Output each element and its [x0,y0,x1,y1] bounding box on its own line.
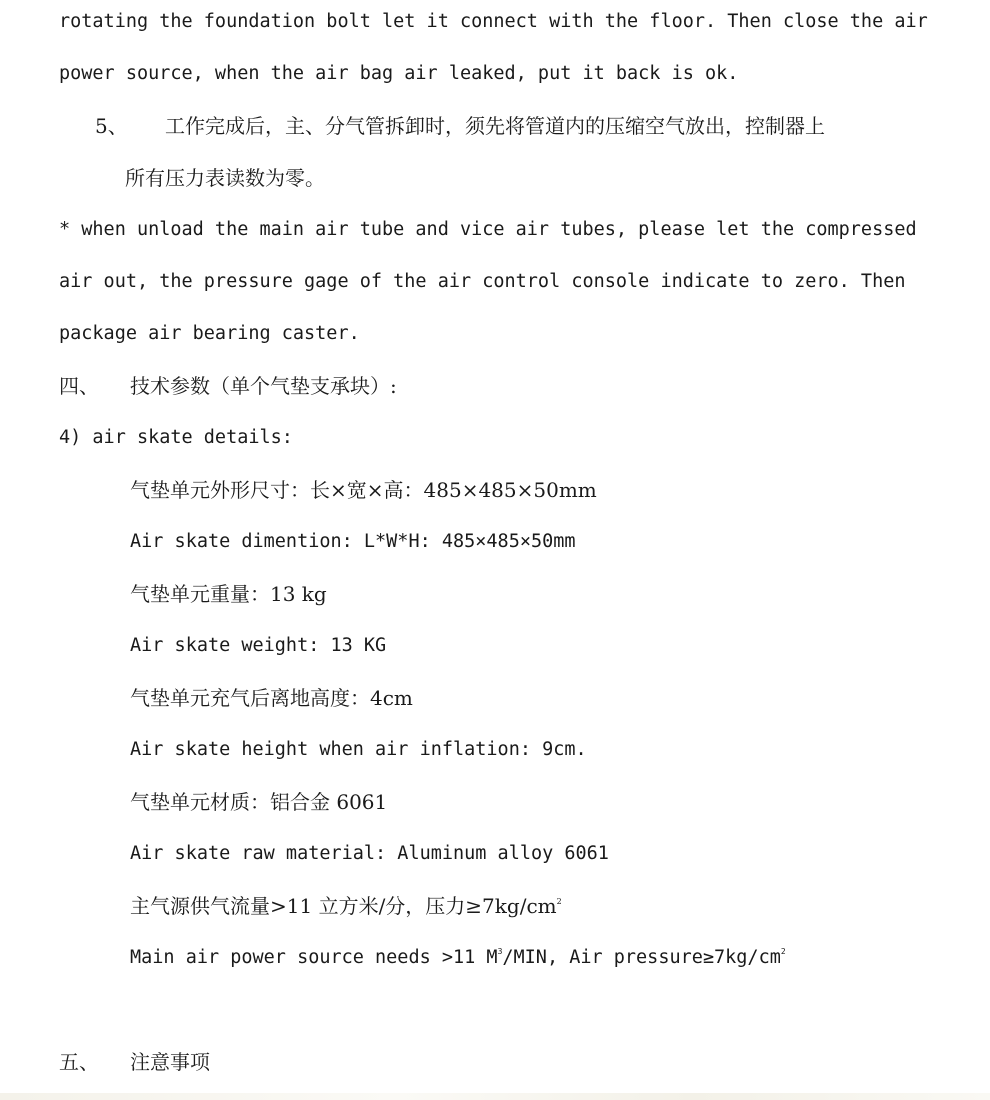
text-line-1: rotating the foundation bolt let it connect with the floor. Then close the air [59,11,928,32]
superscript: 2 [780,947,786,956]
page-bottom-strip [0,1093,990,1100]
spec-air-source-cn [130,896,562,916]
spec-material-en: Air skate raw material: Aluminum alloy 6061 [130,843,609,864]
section-5-heading: 注意事项 [130,1050,210,1074]
item-5-number: 5、 [95,114,128,138]
spec-air-source-cn-text: 主气源供气流量>11 立方米/分，压力≥7kg/cm [130,894,557,918]
text-line-5: * when unload the main air tube and vice air tubes, please let the compressed [59,219,917,240]
text-line-6: air out, the pressure gage of the air control console indicate to zero. Then [59,271,906,292]
superscript: 2 [556,897,562,906]
subsection-heading: 4) air skate details: [59,427,293,448]
spec-air-source-en-text-b: /MIN, Air pressure≥7kg/cm [502,947,781,968]
spec-height-en: Air skate height when air inflation: 9cm. [130,739,587,760]
spec-dimension-cn: 气垫单元外形尺寸：长×宽×高：485×485×50mm [130,478,597,502]
spec-weight-en: Air skate weight: 13 KG [130,635,387,656]
spec-dimension-en: Air skate dimention: L*W*H: 485×485×50mm [130,531,576,552]
text-line-7: package air bearing caster. [59,323,360,344]
spec-air-source-en-text-a: Main air power source needs >11 M [130,947,498,968]
spec-air-source-en [130,949,786,968]
text-line-2: power source, when the air bag air leaked, put it back is ok. [59,63,739,84]
spec-weight-cn: 气垫单元重量：13 kg [130,582,327,606]
item-5-text-cont: 所有压力表读数为零。 [125,166,325,190]
section-4-heading: 技术参数（单个气垫支承块）: [130,374,397,398]
section-5-number: 五、 [59,1050,99,1074]
item-5-text: 工作完成后，主、分气管拆卸时，须先将管道内的压缩空气放出，控制器上 [165,114,825,138]
spec-height-cn: 气垫单元充气后离地高度：4cm [130,686,413,710]
spec-material-cn: 气垫单元材质：铝合金 6061 [130,790,388,814]
superscript: 3 [497,947,503,956]
section-4-number: 四、 [59,374,99,398]
